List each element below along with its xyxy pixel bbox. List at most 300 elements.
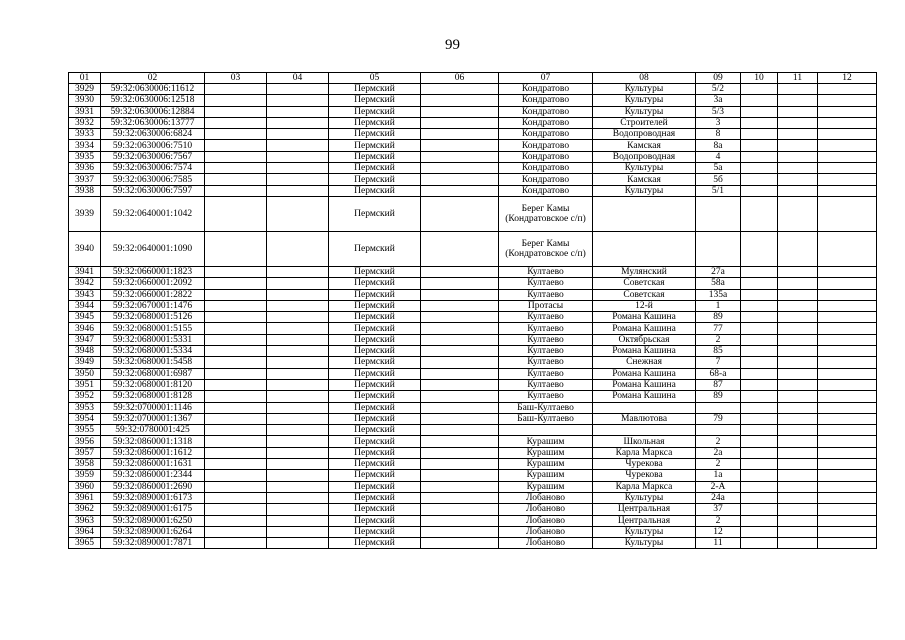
table-cell: 3942 [69,278,101,289]
table-cell [818,459,877,470]
table-body [69,84,877,549]
table-cell [267,289,329,300]
table-cell: 3941 [69,266,101,277]
table-cell [421,436,499,447]
table-cell: 3932 [69,117,101,128]
table-cell [741,174,778,185]
table-cell: Пермский [329,266,421,277]
table-cell: 8 [696,129,741,140]
table-cell [205,106,267,117]
table-cell: 3963 [69,515,101,526]
table-cell: 3962 [69,504,101,515]
header-row [69,73,877,84]
table-cell: 3953 [69,402,101,413]
table-row [69,95,877,106]
table-cell [741,504,778,515]
table-cell [778,266,818,277]
table-cell [741,368,778,379]
table-row [69,459,877,470]
table-cell: Камская [593,140,696,151]
table-cell: Культуры [593,185,696,196]
table-cell: 3948 [69,346,101,357]
table-cell: Культуры [593,163,696,174]
table-cell [741,538,778,549]
table-cell: Пермский [329,117,421,128]
table-cell [421,402,499,413]
table-cell: Пермский [329,196,421,231]
table-cell: 59:32:0780001:425 [101,425,205,436]
table-cell [593,402,696,413]
table-cell: 5/2 [696,84,741,95]
table-cell [205,174,267,185]
table-cell: Пермский [329,504,421,515]
table-cell: 3 [696,117,741,128]
table-cell [267,278,329,289]
table-cell: 3939 [69,196,101,231]
table-cell [205,346,267,357]
table-cell: 59:32:0630006:6824 [101,129,205,140]
table-cell: Культуры [593,492,696,503]
table-cell: 3929 [69,84,101,95]
table-cell [741,289,778,300]
column-header: 01 [69,73,101,84]
table-cell [267,538,329,549]
table-cell: Баш-Култаево [499,402,593,413]
column-header: 12 [818,73,877,84]
table-cell [778,323,818,334]
table-cell [205,357,267,368]
table-cell [778,151,818,162]
table-cell [421,515,499,526]
table-cell: Лобаново [499,492,593,503]
table-cell: Центральная [593,515,696,526]
table-cell [741,470,778,481]
table-cell: Кондратово [499,174,593,185]
table-cell [818,538,877,549]
table-cell [267,117,329,128]
table-cell [741,84,778,95]
table-cell [205,538,267,549]
table-cell [778,346,818,357]
table-cell: Пермский [329,470,421,481]
table-cell: Лобаново [499,515,593,526]
table-cell [205,515,267,526]
table-cell [267,391,329,402]
table-cell [205,526,267,537]
table-cell: 3961 [69,492,101,503]
table-cell: 3951 [69,379,101,390]
table-cell [267,163,329,174]
table-cell: Пермский [329,174,421,185]
table-cell: Кондратово [499,140,593,151]
table-cell [205,117,267,128]
table-row [69,289,877,300]
table-cell [421,323,499,334]
table-cell [818,84,877,95]
table-cell: Лобаново [499,538,593,549]
table-cell [818,185,877,196]
table-cell [818,278,877,289]
table-cell [205,185,267,196]
table-cell: Лобаново [499,526,593,537]
table-row [69,174,877,185]
table-cell [421,357,499,368]
table-cell: 3945 [69,312,101,323]
table-cell: 59:32:0640001:1042 [101,196,205,231]
table-row [69,300,877,311]
table-cell: Романа Кашина [593,312,696,323]
table-cell: Кондратово [499,185,593,196]
table-row [69,357,877,368]
table-cell: 3952 [69,391,101,402]
table-cell [267,323,329,334]
table-cell [741,278,778,289]
table-cell: Водопроводная [593,151,696,162]
table-cell: 5а [696,163,741,174]
table-cell [593,196,696,231]
table-cell [696,425,741,436]
table-cell [267,84,329,95]
table-cell: 2 [696,334,741,345]
table-cell [267,174,329,185]
table-cell [818,492,877,503]
table-cell [778,231,818,266]
table-cell: Пермский [329,357,421,368]
table-cell [741,459,778,470]
table-cell: 3937 [69,174,101,185]
table-cell: Пермский [329,300,421,311]
table-cell: 59:32:0630006:12518 [101,95,205,106]
table-cell [818,346,877,357]
table-cell [778,357,818,368]
table-cell: Карла Маркса [593,447,696,458]
table-cell: Култаево [499,323,593,334]
table-cell [205,391,267,402]
table-cell [818,106,877,117]
table-cell [421,84,499,95]
table-cell [778,459,818,470]
table-cell [741,413,778,424]
table-cell: 27а [696,266,741,277]
table-cell [421,481,499,492]
table-cell: 59:32:0660001:2092 [101,278,205,289]
table-cell [205,447,267,458]
table-cell [778,312,818,323]
table-cell: 59:32:0680001:5126 [101,312,205,323]
table-cell: Кондратово [499,106,593,117]
table-cell: 2а [696,447,741,458]
table-cell: Пермский [329,323,421,334]
table-cell [741,481,778,492]
table-cell: 4 [696,151,741,162]
column-header: 04 [267,73,329,84]
table-cell: Кондратово [499,84,593,95]
table-cell: Романа Кашина [593,379,696,390]
table-cell [267,470,329,481]
table-cell: Культуры [593,106,696,117]
table-cell [741,447,778,458]
column-header: 10 [741,73,778,84]
table-cell [421,106,499,117]
table-cell: Курашим [499,481,593,492]
table-cell: 3944 [69,300,101,311]
table-cell: Берег Камы (Кондратовское с/п) [499,196,593,231]
column-header: 06 [421,73,499,84]
table-cell [205,312,267,323]
table-cell [818,368,877,379]
table-cell [741,379,778,390]
table-cell: Камская [593,174,696,185]
table-cell: Пермский [329,84,421,95]
table-cell: Пермский [329,163,421,174]
table-cell: Мавлютова [593,413,696,424]
table-cell: 89 [696,312,741,323]
table-row [69,163,877,174]
table-cell: 37 [696,504,741,515]
table-cell: 3947 [69,334,101,345]
table-cell: Пермский [329,459,421,470]
table-cell [696,231,741,266]
table-cell [741,163,778,174]
table-cell [818,357,877,368]
table-cell [778,481,818,492]
table-cell [267,346,329,357]
table-cell [818,402,877,413]
table-cell: 59:32:0630006:11612 [101,84,205,95]
table-cell: 3959 [69,470,101,481]
table-cell [205,231,267,266]
table-cell: 3949 [69,357,101,368]
table-cell [421,129,499,140]
table-cell: 59:32:0860001:1612 [101,447,205,458]
table-cell [267,129,329,140]
table-cell: 59:32:0630006:13777 [101,117,205,128]
table-cell [267,526,329,537]
table-cell [421,391,499,402]
table-row [69,334,877,345]
table-cell: Култаево [499,312,593,323]
table-cell: 7 [696,357,741,368]
column-header: 11 [778,73,818,84]
table-cell: Пермский [329,185,421,196]
table-cell [818,174,877,185]
table-cell [778,300,818,311]
table-cell [818,129,877,140]
table-cell: 3950 [69,368,101,379]
table-cell [818,425,877,436]
table-cell: 3955 [69,425,101,436]
table-cell: 2 [696,515,741,526]
table-cell [205,436,267,447]
table-cell [421,300,499,311]
table-cell: Култаево [499,379,593,390]
table-cell [818,95,877,106]
table-cell [593,425,696,436]
table-cell [267,300,329,311]
table-cell: 3956 [69,436,101,447]
column-header: 02 [101,73,205,84]
table-cell: 3965 [69,538,101,549]
column-header: 07 [499,73,593,84]
table-cell: Пермский [329,129,421,140]
table-cell: Центральная [593,504,696,515]
table-cell [778,492,818,503]
table-cell: 59:32:0640001:1090 [101,231,205,266]
table-cell: Кондратово [499,151,593,162]
table-cell: Пермский [329,447,421,458]
table-cell [778,185,818,196]
table-cell: 8а [696,140,741,151]
table-cell [205,481,267,492]
table-cell [267,140,329,151]
table-row [69,515,877,526]
table-cell: 59:32:0860001:2344 [101,470,205,481]
table-cell [205,163,267,174]
table-row [69,481,877,492]
table-cell [818,151,877,162]
table-cell [421,196,499,231]
table-cell [778,334,818,345]
table-cell: 3930 [69,95,101,106]
table-cell [205,470,267,481]
column-header: 03 [205,73,267,84]
table-cell: 59:32:0860001:1318 [101,436,205,447]
table-cell [818,196,877,231]
table-cell: 59:32:0890001:6173 [101,492,205,503]
table-cell: 59:32:0660001:2822 [101,289,205,300]
table-cell: 59:32:0680001:5458 [101,357,205,368]
table-cell [741,300,778,311]
table-cell [778,504,818,515]
table-cell: 1а [696,470,741,481]
table-cell [741,231,778,266]
table-cell: 89 [696,391,741,402]
table-cell: 59:32:0890001:6175 [101,504,205,515]
table-cell: 24а [696,492,741,503]
table-cell: Пермский [329,425,421,436]
table-cell [205,323,267,334]
table-cell: Курашим [499,447,593,458]
table-cell: Пермский [329,346,421,357]
table-cell [818,289,877,300]
table-cell: Школьная [593,436,696,447]
table-cell: 2 [696,459,741,470]
table-cell [421,504,499,515]
table-cell [741,106,778,117]
table-cell: Пермский [329,368,421,379]
table-cell: Берег Камы (Кондратовское с/п) [499,231,593,266]
table-cell [778,163,818,174]
table-cell: Пермский [329,515,421,526]
table-cell [421,379,499,390]
table-cell [421,470,499,481]
table-cell: Октябрьская [593,334,696,345]
table-cell [421,185,499,196]
table-cell: 59:32:0630006:12884 [101,106,205,117]
table-cell: Пермский [329,312,421,323]
table-cell [205,413,267,424]
table-cell [267,402,329,413]
table-cell [205,425,267,436]
table-cell [818,391,877,402]
column-header: 05 [329,73,421,84]
table-row [69,278,877,289]
table-cell: 59:32:0680001:6987 [101,368,205,379]
table-cell: Пермский [329,391,421,402]
table-cell [267,196,329,231]
table-cell: 59:32:0680001:5334 [101,346,205,357]
table-row [69,504,877,515]
table-cell [205,140,267,151]
table-cell [818,436,877,447]
table-cell [267,492,329,503]
table-cell: Култаево [499,391,593,402]
table-cell: Романа Кашина [593,391,696,402]
table-cell: 3935 [69,151,101,162]
table-cell [818,526,877,537]
table-cell: Пермский [329,106,421,117]
table-cell [741,323,778,334]
table-row [69,231,877,266]
table-cell: 59:32:0660001:1823 [101,266,205,277]
table-cell [421,538,499,549]
table-cell [818,117,877,128]
table-cell: Пермский [329,436,421,447]
table-cell: 85 [696,346,741,357]
table-cell [267,185,329,196]
table-cell [205,379,267,390]
table-cell [421,289,499,300]
table-cell: 59:32:0630006:7567 [101,151,205,162]
table-cell: Пермский [329,95,421,106]
table-cell: 3а [696,95,741,106]
table-cell [205,266,267,277]
table-row [69,470,877,481]
table-cell [741,312,778,323]
table-cell [778,425,818,436]
table-cell: 3960 [69,481,101,492]
table-cell [778,129,818,140]
table-cell [421,346,499,357]
table-cell [421,278,499,289]
table-cell [778,196,818,231]
table-cell [741,402,778,413]
table-cell [205,402,267,413]
table-cell: 3957 [69,447,101,458]
table-row [69,140,877,151]
table-cell: 59:32:0860001:2690 [101,481,205,492]
table-cell [421,526,499,537]
table-cell [741,436,778,447]
table-cell: Култаево [499,278,593,289]
table-cell [205,95,267,106]
table-cell: Пермский [329,334,421,345]
registry-table [68,72,877,549]
table-cell: 59:32:0890001:7871 [101,538,205,549]
table-cell [205,459,267,470]
table-row [69,447,877,458]
table-cell: Чурекова [593,470,696,481]
table-cell [421,447,499,458]
table-cell: Водопроводная [593,129,696,140]
table-cell: Романа Кашина [593,368,696,379]
table-cell [421,266,499,277]
table-cell: 12 [696,526,741,537]
table-cell [741,151,778,162]
table-cell: 59:32:0700001:1146 [101,402,205,413]
table-cell: Кондратово [499,163,593,174]
table-cell [421,459,499,470]
